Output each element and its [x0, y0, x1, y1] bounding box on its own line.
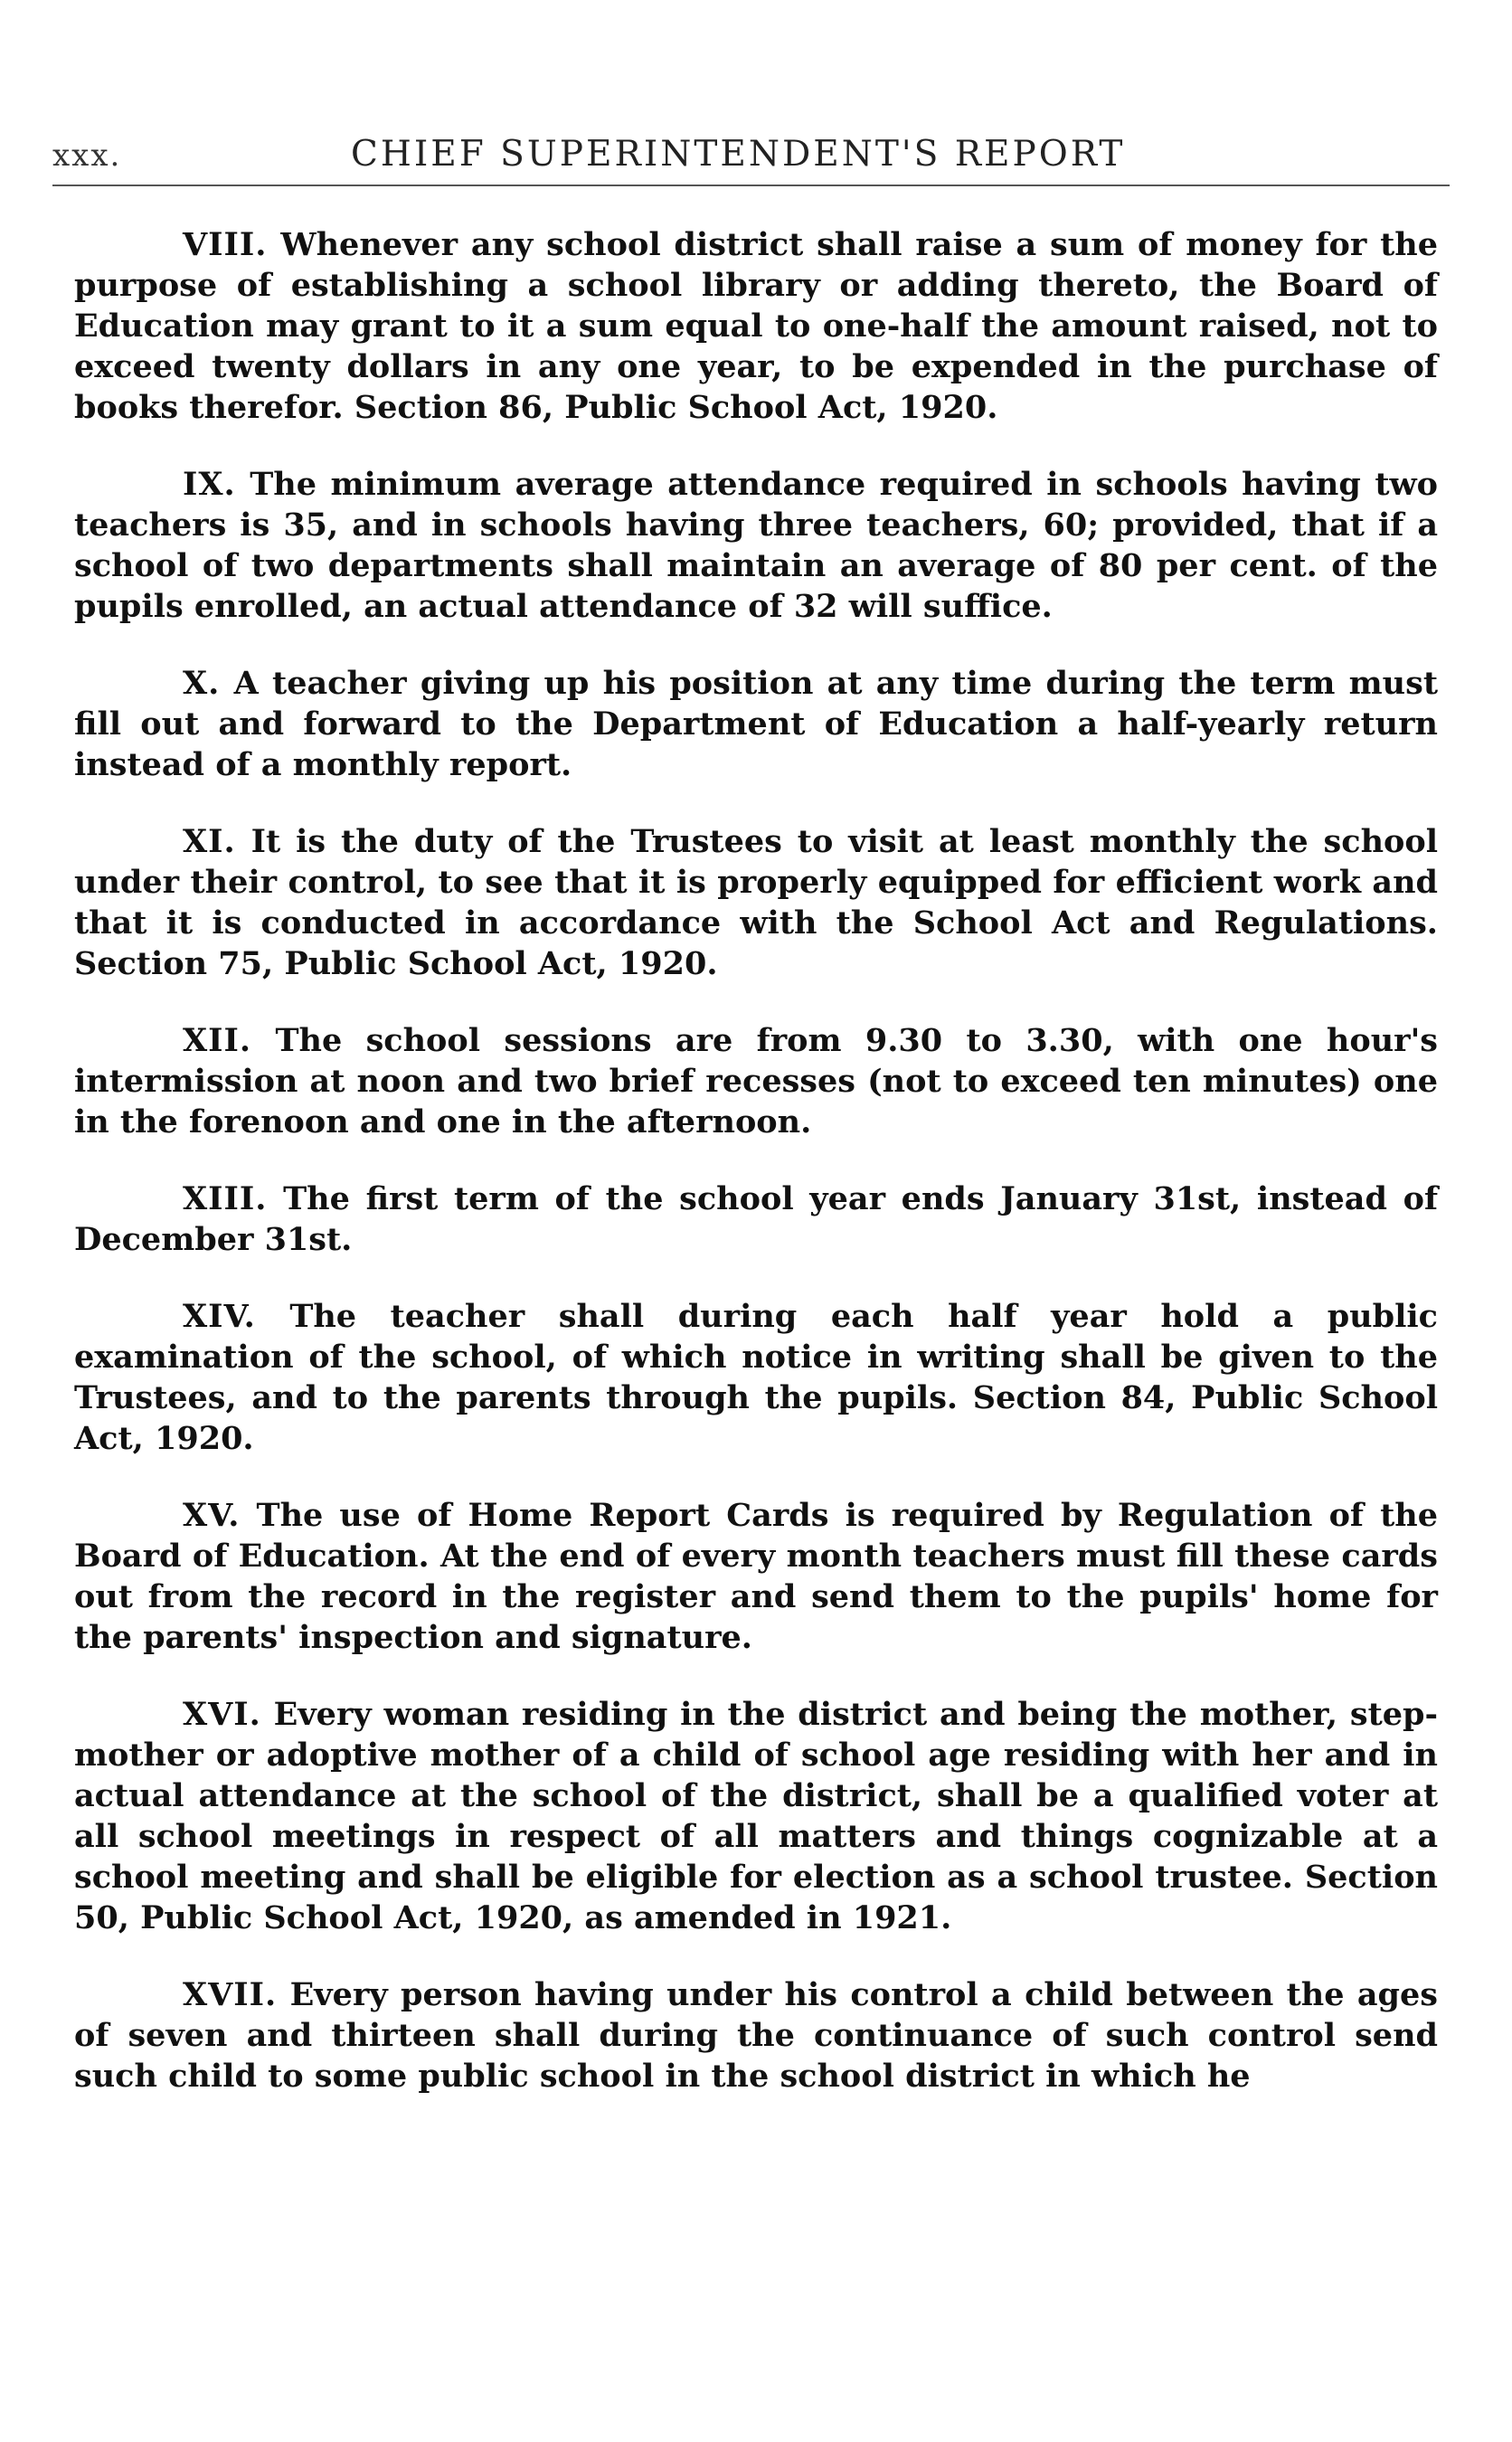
section-numeral: XII. [183, 1022, 252, 1059]
section-numeral: IX. [183, 466, 236, 503]
paragraph-text: The use of Home Report Cards is required by Regulation of the Board of Education. At the end of every month teachers must fill these cards out from the record in the register and send them to the pupils' home for the parents' inspection and signature. [74, 1497, 1438, 1656]
paragraph-text: The first term of the school year ends January 31st, instead of December 31st. [74, 1180, 1439, 1258]
running-head: CHIEF SUPERINTENDENT'S REPORT [351, 134, 1126, 175]
section-numeral: XV. [183, 1497, 241, 1534]
section-numeral: X. [183, 665, 221, 702]
section-numeral: XIV. [183, 1298, 256, 1335]
section-numeral: XVII. [183, 1976, 278, 2013]
page-header [52, 134, 1450, 186]
paragraph-xii [74, 1020, 1438, 1142]
paragraph-ix [74, 464, 1438, 627]
section-numeral: VIII. [183, 226, 268, 263]
section-numeral: XI. [183, 823, 236, 860]
paragraph-xvi [74, 1694, 1438, 1938]
section-numeral: XVI. [183, 1696, 261, 1733]
paragraph-xiv [74, 1296, 1438, 1459]
paragraph-text: It is the duty of the Trustees to visit at least monthly the school under their control, to see that it is properly equipped for efficient work and that it is conducted in accordance with the School Act and Regulations. Section 75, Public School Act, 1920. [74, 823, 1439, 982]
page-number: xxx. [52, 137, 122, 174]
paragraph-xv [74, 1495, 1438, 1658]
paragraph-x [74, 663, 1438, 785]
paragraph-text: The teacher shall during each half year hold a public examination of the school, of which notice in writing shall be given to the Trustees, and to the parents through the pupils. Section 84, Public School Act, 1920. [74, 1298, 1438, 1457]
paragraph-text: A teacher giving up his position at any time during the term must fill out and forward to the Department of Education a half-yearly return instead of a monthly report. [74, 665, 1438, 783]
paragraph-text: Every woman residing in the district and being the mother, step-mother or adoptive mother of a child of school age residing with her and in actual attendance at the school of the district, shall be a qualified voter at all school meetings in respect of all matters and things cognizable at a school meeting and shall be eligible for election as a school trustee. Section 50, Public School Act, 1920, as amended in 1921. [74, 1696, 1438, 1936]
section-numeral: XIII. [183, 1180, 268, 1217]
paragraph-viii [74, 224, 1438, 428]
paragraph-xi [74, 821, 1438, 984]
paragraph-text: Every person having under his control a child between the ages of seven and thirteen shall during the continuance of such control send such child to some public school in the school district in which he [74, 1976, 1438, 2095]
paragraph-xiii [74, 1178, 1438, 1260]
paragraph-text: The minimum average attendance required in schools having two teachers is 35, and in schools having three teachers, 60; provided, that if a school of two departments shall maintain an average of 80 per cent. of the pupils enrolled, an actual attendance of 32 will suffice. [74, 466, 1438, 625]
report-body [74, 224, 1438, 2097]
paragraph-text: Whenever any school district shall raise a sum of money for the purpose of establishing a school library or adding thereto, the Board of Education may grant to it a sum equal to one-half the amount raised, not to exceed twenty dollars in any one year, to be expended in the purchase of books therefor. Section 86, Public School Act, 1920. [74, 226, 1439, 426]
paragraph-text: The school sessions are from 9.30 to 3.30, with one hour's intermission at noon and two brief recesses (not to exceed ten minutes) one in the forenoon and one in the afternoon. [74, 1022, 1439, 1141]
paragraph-xvii [74, 1974, 1438, 2097]
